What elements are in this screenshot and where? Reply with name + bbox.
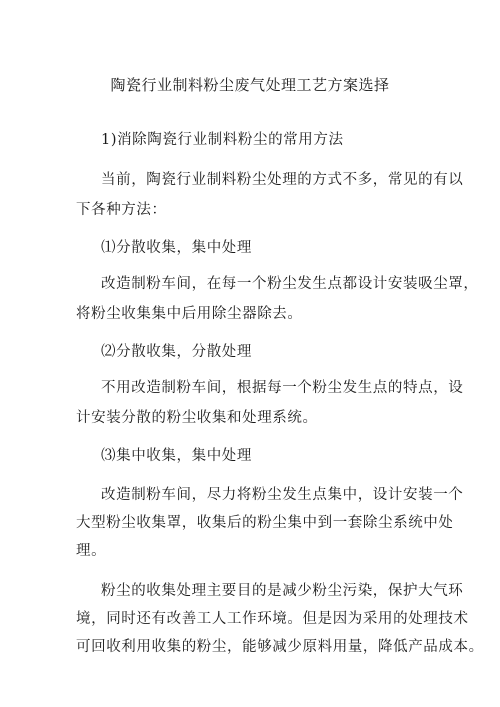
conclusion-line-1: 粉尘的收集处理主要目的是减少粉尘污染，保护大气环	[101, 583, 464, 599]
method2-heading: ⑵分散收集，分散处理	[101, 344, 252, 360]
method3-line-2: 大型粉尘收集罩，收集后的粉尘集中到一套除尘系统中处	[76, 515, 454, 531]
section-heading: 1)消除陶瓷行业制料粉尘的常用方法	[101, 132, 344, 148]
method2-line-1: 不用改造制粉车间，根据每一个粉尘发生点的特点，设	[101, 380, 464, 396]
document-title: 陶瓷行业制料粉尘废气处理工艺方案选择	[110, 76, 390, 94]
conclusion-line-3: 可回收利用收集的粉尘，能够减少原料用量，降低产品成本。	[76, 639, 484, 655]
method3-line-3: 理。	[76, 543, 107, 559]
method1-line-1: 改造制粉车间，在每一个粉尘发生点都设计安装吸尘罩，	[101, 276, 479, 292]
intro-line-2: 下各种方法：	[76, 202, 167, 218]
method1-heading: ⑴分散收集，集中处理	[101, 240, 252, 256]
method3-heading: ⑶集中收集，集中处理	[101, 448, 252, 464]
conclusion-line-2: 境，同时还有改善工人工作环境。但是因为采用的处理技术	[76, 611, 469, 627]
intro-line-1: 当前，陶瓷行业制料粉尘处理的方式不多，常见的有以	[101, 172, 464, 188]
method2-line-2: 计安装分散的粉尘收集和处理系统。	[76, 410, 318, 426]
method1-line-2: 将粉尘收集集中后用除尘器除去。	[76, 306, 303, 322]
method3-line-1: 改造制粉车间，尽力将粉尘发生点集中，设计安装一个	[101, 487, 464, 503]
